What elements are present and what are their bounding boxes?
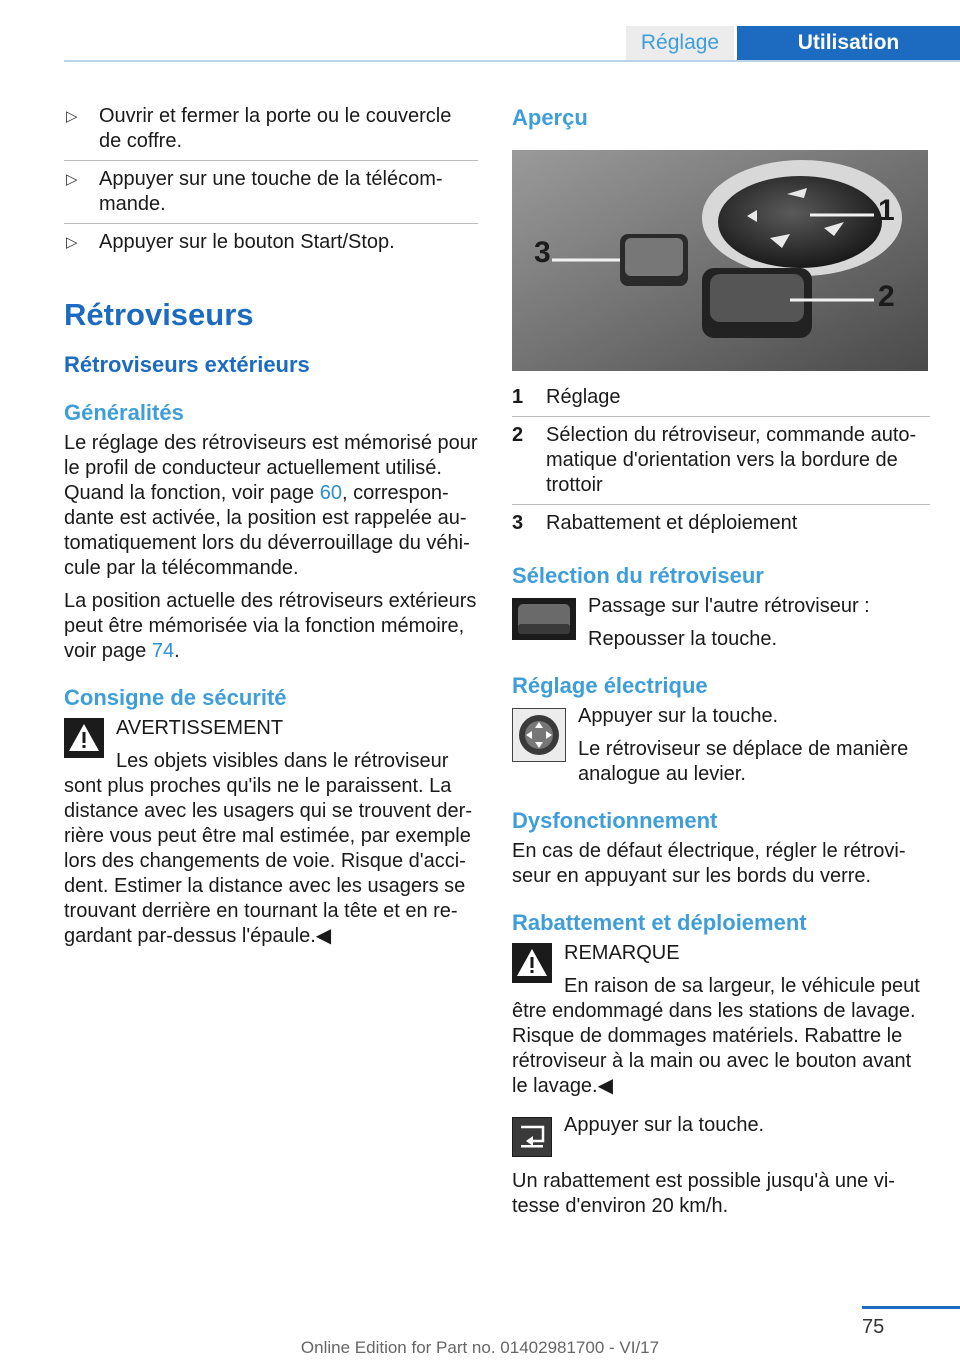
selection-row <box>512 594 930 652</box>
triangle-bullet-icon: ▷ <box>66 234 78 251</box>
warning-icon <box>512 943 552 983</box>
remarque-label: REMARQUE <box>564 942 680 964</box>
reglage-text-1: Appuyer sur la touche. <box>578 705 779 727</box>
dysfonctionnement-text: En cas de défaut électrique, régler le rétrovi‐ seur en appuyant sur les bords du verre. <box>512 840 906 887</box>
remarque-block <box>512 941 930 1099</box>
generalites-paragraph-1: Le réglage des rétroviseurs est mémorisé pour le profil de conducteur actuellement utilisé. Quand la fonction, voir page 60, correspon‐ dante est activée, la position est rappelée au‐ tomatiquement lors du déverrouillage du véhi‐ cule par la télécommande. <box>64 432 478 579</box>
legend-item: 1 Réglage <box>512 385 930 417</box>
bullet-list <box>64 104 478 261</box>
generalites-heading: Généralités <box>64 400 184 425</box>
footer-divider <box>862 1306 960 1309</box>
selection-heading: Sélection du rétroviseur <box>512 563 764 588</box>
selection-text-2: Repousser la touche. <box>588 628 778 650</box>
rabattement-text-1: Appuyer sur la touche. <box>564 1114 765 1136</box>
figure-label-1: 1 <box>878 194 895 227</box>
warning-text: Les objets visibles dans le rétroviseur sont plus proches qu'ils ne le paraissent. La distance avec les usagers qui se trouvent der‐ rière vous peut être mal estimée, par exemple lors des changements de voie. Risque d'acci‐ dent. Estimer la distance avec les usagers se trouvant derrière en tournant la tête et en re‐ gardant par-dessus l'épaule.◀ <box>64 750 472 947</box>
remarque-text: En raison de sa largeur, le véhicule peut être endommagé dans les stations de lavage. Risque de dommages matériels. Rabattre le rétroviseur à la main ou avec le bouton avant le lavage.◀ <box>512 975 920 1097</box>
section-title: Rétroviseurs <box>64 297 254 332</box>
figure-label-3: 3 <box>534 236 551 269</box>
warning-block <box>64 716 478 949</box>
legend-item: 2 Sélection du rétroviseur, commande auto‐ matique d'orientation vers la bordure de trottoir <box>512 423 930 505</box>
reglage-text-2: Le rétroviseur se déplace de manière analogue au levier. <box>578 738 909 785</box>
mirror-control-photo <box>512 150 928 371</box>
securite-heading: Consigne de sécurité <box>64 685 287 710</box>
generalites-paragraph-2: La position actuelle des rétroviseurs extérieurs peut être mémorisée via la fonction mémoire, voir page 74. <box>64 590 477 662</box>
reglage-heading: Réglage électrique <box>512 673 708 698</box>
left-column <box>64 104 478 949</box>
mirror-joystick-icon <box>512 708 566 762</box>
figure-label-2: 2 <box>878 280 895 313</box>
figure-legend <box>512 385 930 542</box>
page-link-60[interactable]: 60 <box>319 482 342 504</box>
subsection-title: Rétroviseurs extérieurs <box>64 352 310 377</box>
list-item: ▷ Appuyer sur une touche de la télécom‐ mande. <box>64 167 478 224</box>
list-item: ▷ Appuyer sur le bouton Start/Stop. <box>66 231 395 253</box>
dysfonctionnement-heading: Dysfonctionnement <box>512 808 718 833</box>
tab-utilisation[interactable]: Utilisation <box>737 26 960 60</box>
warning-label: AVERTISSEMENT <box>116 717 284 739</box>
mirror-select-button-icon <box>512 598 576 640</box>
mirror-control-illustration <box>512 150 928 371</box>
page-link-74[interactable]: 74 <box>151 640 175 662</box>
triangle-bullet-icon: ▷ <box>66 171 78 188</box>
legend-item: 3 Rabattement et déploiement <box>512 512 798 534</box>
footer-edition: Online Edition for Part no. 01402981700 - VI/17 <box>300 1338 660 1357</box>
list-item: ▷ Ouvrir et fermer la porte ou le couvercle de coffre. <box>64 104 478 161</box>
page-number: 75 <box>862 1316 885 1338</box>
reglage-row <box>512 704 930 787</box>
warning-icon <box>64 718 104 758</box>
apercu-heading: Aperçu <box>512 105 588 130</box>
right-column <box>512 104 930 1219</box>
rabattement-row <box>512 1113 930 1157</box>
rabattement-text-2: Un rabattement est possible jusqu'à une vi‐ tesse d'environ 20 km/h. <box>512 1170 895 1217</box>
triangle-bullet-icon: ▷ <box>66 108 78 125</box>
selection-text-1: Passage sur l'autre rétroviseur : <box>588 595 870 617</box>
header-divider <box>64 60 960 62</box>
tab-reglage[interactable]: Réglage <box>626 26 734 60</box>
mirror-fold-button-icon <box>512 1117 552 1157</box>
page-header <box>0 0 960 62</box>
rabattement-heading: Rabattement et déploiement <box>512 910 807 935</box>
